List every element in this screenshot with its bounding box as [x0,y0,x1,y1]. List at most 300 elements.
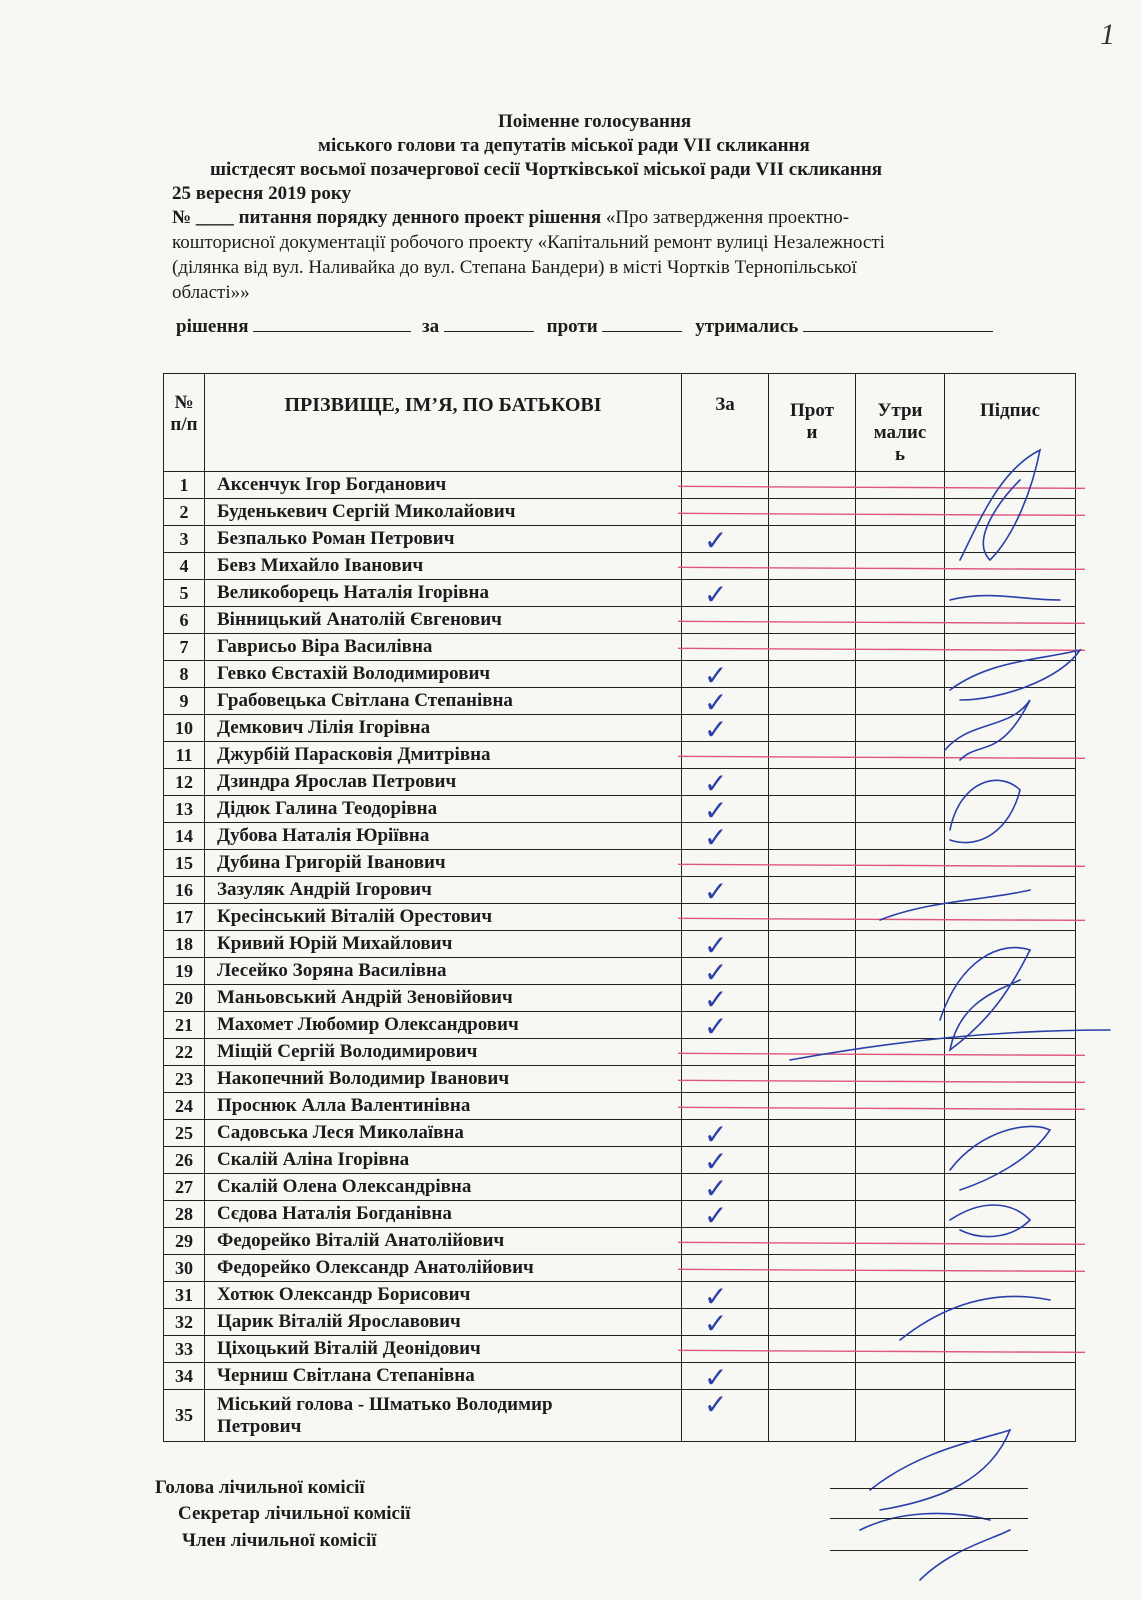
vote-abstained-cell [856,580,945,607]
signature-cell [945,1093,1076,1120]
checkmark-icon: ✓ [704,767,728,800]
vote-abstained-cell [856,1336,945,1363]
against-label: проти [546,316,598,337]
signature-cell [945,904,1076,931]
vote-abstained-cell [856,553,945,580]
deputy-name: Дубина Григорій Іванович [205,850,682,877]
deputy-name: Буденькевич Сергій Миколайович [205,499,682,526]
table-row [164,1066,1076,1093]
header-abstained: Утри малис ь [856,374,945,472]
vote-abstained-cell [856,796,945,823]
row-number: 6 [164,607,205,634]
vote-against-cell [769,931,856,958]
signature-cell [945,634,1076,661]
agenda-item-line-2: кошторисної документації робочого проекту «Капітальний ремонт вулиці Незалежності [172,232,885,253]
table-row [164,499,1076,526]
vote-against-cell [769,472,856,499]
signature-cell [945,769,1076,796]
vote-abstained-cell [856,715,945,742]
table-row [164,1039,1076,1066]
vote-against-cell [769,526,856,553]
signature-cell [945,661,1076,688]
agenda-item-line-1 [172,206,849,230]
vote-against-cell [769,580,856,607]
vote-against-cell [769,1147,856,1174]
vote-against-cell [769,1066,856,1093]
header-for: За [682,374,769,472]
vote-abstained-cell [856,688,945,715]
signature-cell [945,553,1076,580]
vote-for-cell [682,1199,769,1232]
deputy-name: Накопечний Володимир Іванович [205,1066,682,1093]
doc-subtitle-1: міського голови та депутатів міської ради VII скликання [318,135,810,156]
vote-abstained-cell [856,1255,945,1282]
deputy-name: Аксенчук Ігор Богданович [205,472,682,499]
vote-against-cell [769,1390,856,1442]
checkmark-icon: ✓ [704,1118,728,1151]
row-number: 8 [164,661,205,688]
row-number: 17 [164,904,205,931]
header-signature: Підпис [945,374,1076,472]
row-number: 20 [164,985,205,1012]
vote-abstained-cell [856,661,945,688]
signature-cell [945,580,1076,607]
signature-cell [945,877,1076,904]
vote-abstained-cell [856,850,945,877]
header-name: ПРІЗВИЩЕ, ІМ’Я, ПО БАТЬКОВІ [205,374,682,472]
vote-for-cell [682,1255,769,1282]
checkmark-icon: ✓ [704,1388,728,1421]
checkmark-icon: ✓ [704,524,728,557]
table-row [164,1336,1076,1363]
checkmark-icon: ✓ [704,713,728,746]
row-number: 5 [164,580,205,607]
signature-cell [945,1147,1076,1174]
vote-against-cell [769,1039,856,1066]
vote-for-cell [682,742,769,769]
vote-abstained-cell [856,1147,945,1174]
signature-cell [945,958,1076,985]
vote-abstained-cell [856,769,945,796]
signature-cell [945,1363,1076,1390]
vote-for-cell [682,794,769,827]
table-row [164,1363,1076,1390]
signature-cell [945,1012,1076,1039]
vote-for-cell [682,1280,769,1313]
vote-against-cell [769,1012,856,1039]
deputy-name: Грабовецька Світлана Степанівна [205,688,682,715]
deputy-name: Вінницький Анатолій Євгенович [205,607,682,634]
vote-for-cell [682,713,769,746]
vote-against-cell [769,1255,856,1282]
deputy-name: Садовська Леся Миколаївна [205,1120,682,1147]
signature-cell [945,688,1076,715]
table-row [164,715,1076,742]
vote-against-cell [769,796,856,823]
row-number: 9 [164,688,205,715]
decision-label: рішення [176,316,249,337]
table-row [164,1174,1076,1201]
doc-subtitle-2: шістдесят восьмої позачергової сесії Чортківської міської ради VII скликання [210,159,883,180]
signature-cell [945,1066,1076,1093]
deputy-name: Федорейко Олександр Анатолійович [205,1255,682,1282]
row-number: 3 [164,526,205,553]
row-number: 31 [164,1282,205,1309]
vote-against-cell [769,1201,856,1228]
vote-for-cell [682,929,769,962]
signature-cell [945,796,1076,823]
signature-cell [945,850,1076,877]
deputy-name: Кресінський Віталій Орестович [205,904,682,931]
footer-member: Член лічильної комісії [182,1530,377,1551]
checkmark-icon: ✓ [704,1280,728,1313]
vote-abstained-cell [856,985,945,1012]
vote-against-cell [769,1282,856,1309]
deputy-name: Скалій Олена Олександрівна [205,1174,682,1201]
row-number: 30 [164,1255,205,1282]
row-number: 35 [164,1390,205,1442]
vote-abstained-cell [856,823,945,850]
vote-abstained-cell [856,877,945,904]
footer-chair: Голова лічильної комісії [155,1477,365,1498]
vote-for-cell [682,850,769,877]
vote-abstained-cell [856,1201,945,1228]
footer-secretary: Секретар лічильної комісії [178,1503,411,1524]
vote-for-cell [682,634,769,661]
vote-for-cell [682,1118,769,1151]
table-row [164,958,1076,985]
page-number: 1 [1100,18,1115,51]
agenda-item-text-1: «Про затвердження проектно- [605,207,850,228]
row-number: 15 [164,850,205,877]
checkmark-icon: ✓ [704,1010,728,1043]
vote-abstained-cell [856,1039,945,1066]
vote-against-cell [769,958,856,985]
deputy-name: Міщій Сергій Володимирович [205,1039,682,1066]
signature-cell [945,931,1076,958]
row-number: 14 [164,823,205,850]
table-row [164,634,1076,661]
deputy-name: Черниш Світлана Степанівна [205,1363,682,1390]
for-label: за [422,316,440,337]
agenda-item-prefix: № ____ питання порядку денного проект рішення [172,207,602,228]
table-row [164,769,1076,796]
row-number: 18 [164,931,205,958]
vote-for-cell [682,499,769,526]
vote-abstained-cell [856,1309,945,1336]
vote-for-cell [682,472,769,499]
signature-cell [945,985,1076,1012]
vote-against-cell [769,661,856,688]
table-row [164,1201,1076,1228]
deputy-name: Махомет Любомир Олександрович [205,1012,682,1039]
table-row [164,1120,1076,1147]
vote-for-cell [682,659,769,692]
signature-cell [945,1228,1076,1255]
vote-for-cell [682,578,769,611]
vote-for-cell [682,1010,769,1043]
deputy-name: Федорейко Віталій Анатолійович [205,1228,682,1255]
vote-abstained-cell [856,526,945,553]
deputy-name: Демкович Лілія Ігорівна [205,715,682,742]
vote-abstained-cell [856,1120,945,1147]
table-header-row [164,374,1076,472]
row-number: 11 [164,742,205,769]
row-number: 34 [164,1363,205,1390]
signature-cell [945,472,1076,499]
deputy-name: Дубова Наталія Юріївна [205,823,682,850]
table-row [164,850,1076,877]
checkmark-icon: ✓ [704,1307,728,1340]
table-row [164,742,1076,769]
signature-cell [945,1174,1076,1201]
signature-cell [945,823,1076,850]
row-number: 16 [164,877,205,904]
deputy-name: Міський голова - Шматько Володимир Петрович [205,1390,682,1442]
abstained-label: утримались [695,316,799,337]
vote-for-cell [682,983,769,1016]
vote-abstained-cell [856,1012,945,1039]
vote-abstained-cell [856,931,945,958]
vote-for-cell [682,1390,769,1442]
vote-against-cell [769,1228,856,1255]
table-row [164,1228,1076,1255]
vote-abstained-cell [856,904,945,931]
checkmark-icon: ✓ [704,578,728,611]
row-number: 12 [164,769,205,796]
table-row [164,985,1076,1012]
deputy-name: Скалій Аліна Ігорівна [205,1147,682,1174]
table-row [164,823,1076,850]
table-row [164,931,1076,958]
vote-against-cell [769,553,856,580]
vote-for-cell [682,553,769,580]
vote-for-cell [682,1039,769,1066]
vote-against-cell [769,1093,856,1120]
deputy-name: Царик Віталій Ярославович [205,1309,682,1336]
chair-signature-line [830,1488,1028,1489]
vote-for-cell [682,686,769,719]
table-row [164,1255,1076,1282]
vote-against-cell [769,823,856,850]
signature-cell [945,1282,1076,1309]
checkmark-icon: ✓ [704,686,728,719]
signature-cell [945,607,1076,634]
table-row [164,526,1076,553]
vote-against-cell [769,850,856,877]
vote-against-cell [769,877,856,904]
vote-against-cell [769,607,856,634]
vote-for-cell [682,1228,769,1255]
deputy-name: Хотюк Олександр Борисович [205,1282,682,1309]
row-number: 29 [164,1228,205,1255]
row-number: 1 [164,472,205,499]
signature-cell [945,1309,1076,1336]
signature-cell [945,499,1076,526]
row-number: 19 [164,958,205,985]
table-row [164,607,1076,634]
signature-cell [945,742,1076,769]
vote-for-cell [682,904,769,931]
checkmark-icon: ✓ [704,983,728,1016]
signature-cell [945,1336,1076,1363]
secretary-signature-line [830,1518,1028,1519]
vote-for-cell [682,956,769,989]
decision-line [176,313,993,339]
vote-for-cell [682,767,769,800]
vote-for-cell [682,1307,769,1340]
table-row [164,472,1076,499]
vote-against-cell [769,769,856,796]
table-row [164,1309,1076,1336]
row-number: 24 [164,1093,205,1120]
deputy-name: Гаврисьо Віра Василівна [205,634,682,661]
doc-date: 25 вересня 2019 року [172,183,352,204]
checkmark-icon: ✓ [704,875,728,908]
agenda-item-line-3: (ділянка від вул. Наливайка до вул. Степана Бандери) в місті Чортків Тернопільської [172,257,857,278]
abstained-blank [803,313,993,332]
row-number: 4 [164,553,205,580]
table-row [164,1012,1076,1039]
vote-abstained-cell [856,1174,945,1201]
table-row [164,688,1076,715]
row-number: 10 [164,715,205,742]
checkmark-icon: ✓ [704,821,728,854]
table-row [164,877,1076,904]
deputy-name: Ціхоцький Віталій Деонідович [205,1336,682,1363]
signature-cell [945,1390,1076,1442]
vote-abstained-cell [856,1093,945,1120]
deputy-name: Проснюк Алла Валентинівна [205,1093,682,1120]
member-signature-line [830,1550,1028,1551]
vote-abstained-cell [856,634,945,661]
vote-against-cell [769,1174,856,1201]
vote-against-cell [769,985,856,1012]
vote-for-cell [682,1172,769,1205]
vote-against-cell [769,715,856,742]
vote-against-cell [769,742,856,769]
vote-for-cell [682,524,769,557]
vote-abstained-cell [856,1390,945,1442]
vote-against-cell [769,1309,856,1336]
deputy-name: Маньовський Андрій Зеновійович [205,985,682,1012]
vote-against-cell [769,904,856,931]
doc-title: Поіменне голосування [498,111,692,132]
table-row [164,1093,1076,1120]
table-row [164,553,1076,580]
table-row [164,661,1076,688]
vote-abstained-cell [856,958,945,985]
table-row [164,904,1076,931]
vote-for-cell [682,1145,769,1178]
deputy-name: Лесейко Зоряна Василівна [205,958,682,985]
vote-against-cell [769,634,856,661]
vote-for-cell [682,1066,769,1093]
signature-cell [945,1120,1076,1147]
row-number: 2 [164,499,205,526]
header-against: Прот и [769,374,856,472]
deputy-name: Великоборець Наталія Ігорівна [205,580,682,607]
row-number: 27 [164,1174,205,1201]
deputy-name: Кривий Юрій Михайлович [205,931,682,958]
signature-cell [945,1255,1076,1282]
checkmark-icon: ✓ [704,929,728,962]
vote-for-cell [682,1361,769,1394]
table-row [164,580,1076,607]
vote-for-cell [682,1336,769,1363]
checkmark-icon: ✓ [704,659,728,692]
row-number: 26 [164,1147,205,1174]
deputy-name: Дзиндра Ярослав Петрович [205,769,682,796]
table-row [164,796,1076,823]
checkmark-icon: ✓ [704,1172,728,1205]
deputy-name: Гевко Євстахій Володимирович [205,661,682,688]
row-number: 13 [164,796,205,823]
checkmark-icon: ✓ [704,1145,728,1178]
roll-call-table [163,373,1076,1442]
deputy-name: Безпалько Роман Петрович [205,526,682,553]
checkmark-icon: ✓ [704,1199,728,1232]
vote-for-cell [682,607,769,634]
signature-cell [945,1039,1076,1066]
header-number: № п/п [164,374,205,472]
row-number: 28 [164,1201,205,1228]
vote-against-cell [769,688,856,715]
checkmark-icon: ✓ [704,956,728,989]
vote-abstained-cell [856,1363,945,1390]
vote-abstained-cell [856,499,945,526]
vote-abstained-cell [856,1228,945,1255]
vote-abstained-cell [856,1066,945,1093]
vote-against-cell [769,1363,856,1390]
row-number: 22 [164,1039,205,1066]
row-number: 7 [164,634,205,661]
against-blank [602,313,682,332]
deputy-name: Бевз Михайло Іванович [205,553,682,580]
table-row [164,1390,1076,1442]
vote-abstained-cell [856,607,945,634]
deputy-name: Зазуляк Андрій Ігорович [205,877,682,904]
vote-for-cell [682,821,769,854]
checkmark-icon: ✓ [704,1361,728,1394]
checkmark-icon: ✓ [704,794,728,827]
vote-for-cell [682,1093,769,1120]
row-number: 23 [164,1066,205,1093]
agenda-item-line-4: області»» [172,282,250,303]
deputy-name: Сєдова Наталія Богданівна [205,1201,682,1228]
signature-cell [945,526,1076,553]
for-blank [444,313,534,332]
deputy-name: Джурбій Парасковія Дмитрівна [205,742,682,769]
deputy-name: Дідюк Галина Теодорівна [205,796,682,823]
vote-for-cell [682,875,769,908]
vote-against-cell [769,499,856,526]
decision-blank [253,313,411,332]
row-number: 32 [164,1309,205,1336]
vote-abstained-cell [856,1282,945,1309]
signature-cell [945,1201,1076,1228]
row-number: 33 [164,1336,205,1363]
table-row [164,1147,1076,1174]
vote-against-cell [769,1336,856,1363]
row-number: 25 [164,1120,205,1147]
table-row [164,1282,1076,1309]
vote-against-cell [769,1120,856,1147]
row-number: 21 [164,1012,205,1039]
vote-abstained-cell [856,472,945,499]
signature-cell [945,715,1076,742]
vote-abstained-cell [856,742,945,769]
